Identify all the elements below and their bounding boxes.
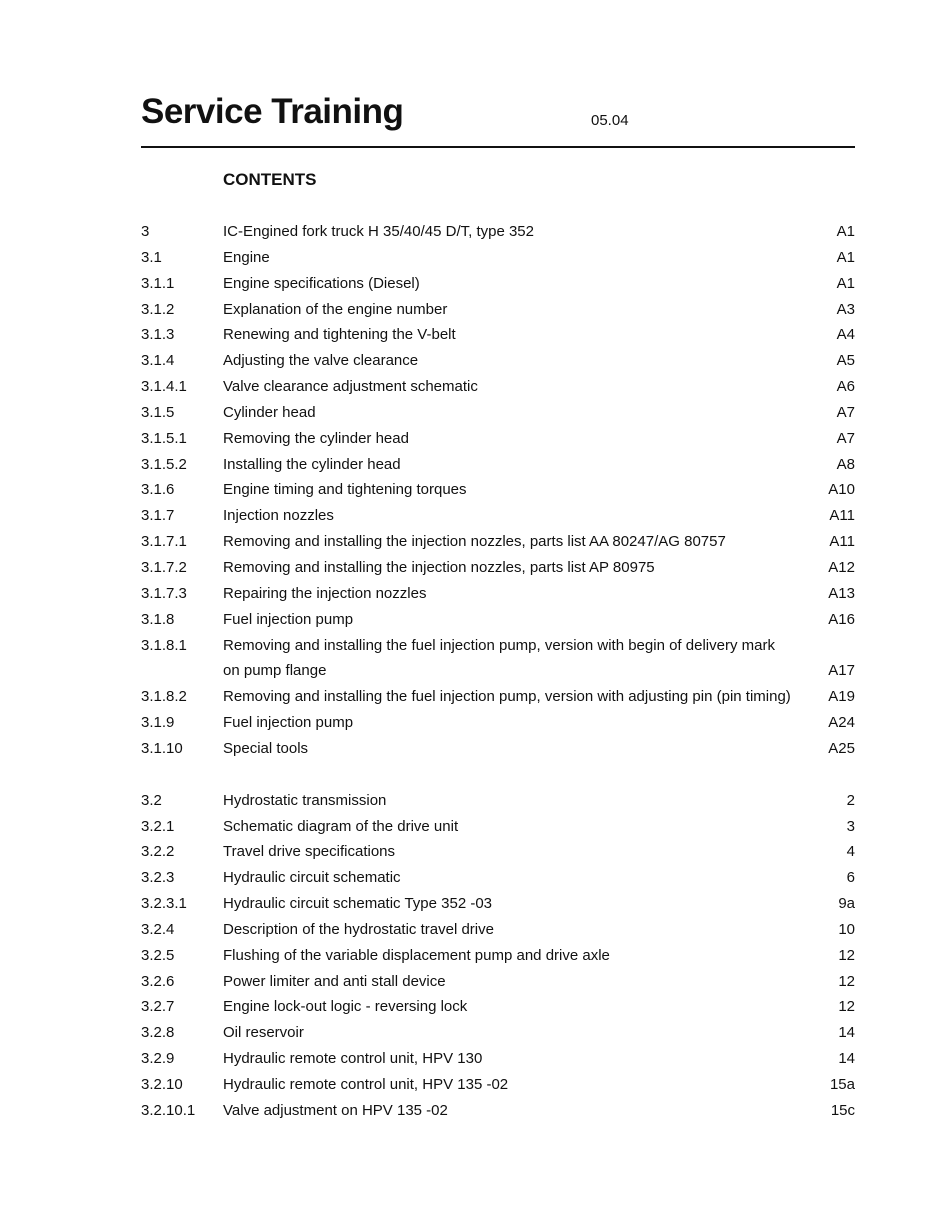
toc-entry-title: Adjusting the valve clearance — [223, 352, 419, 370]
toc-entry-number: 3.1.4 — [141, 352, 175, 370]
toc-entry-number: 3.1.7 — [141, 507, 175, 525]
toc-entry-number: 3.2.10 — [141, 1076, 183, 1093]
toc-entry-page: 3 — [846, 817, 855, 835]
toc-entry-number: 3.1.5.1 — [141, 429, 187, 447]
toc-entry-number: 3.1.4.1 — [141, 378, 187, 396]
toc-group-engine — [141, 219, 855, 762]
toc-entry-page: A6 — [836, 378, 855, 396]
toc-entry — [141, 297, 855, 323]
toc-entry-title: Valve adjustment on HPV 135 -02 — [223, 1101, 448, 1119]
toc-entry-title: on pump flange — [223, 662, 327, 680]
toc-entry — [141, 917, 855, 943]
toc-entry-page: A8 — [836, 455, 855, 473]
toc-entry — [141, 452, 855, 478]
toc-entry-number: 3.1.8 — [141, 610, 175, 628]
toc-entry-number: 3.1.5 — [141, 403, 175, 421]
toc-entry-title: Schematic diagram of the drive unit — [223, 817, 459, 835]
toc-entry-title: Removing and installing the injection nozzles, parts list AA 80247/AG 80757 — [223, 533, 726, 551]
toc-entry-title: Valve clearance adjustment schematic — [223, 378, 478, 396]
toc-entry-number: 3.1.9 — [141, 714, 175, 732]
toc-entry-number: 3.1.2 — [141, 300, 175, 318]
toc-entry-title: Removing and installing the injection nozzles, parts list AP 80975 — [223, 558, 655, 576]
toc-entry-number: 3.2.7 — [141, 998, 175, 1016]
edition-date: 05.04 — [591, 112, 629, 129]
toc-entry — [141, 271, 855, 297]
toc-entry-number: 3.2.10.1 — [141, 1101, 196, 1119]
toc-entry — [141, 1098, 855, 1124]
toc-entry-page: A5 — [836, 352, 855, 370]
toc-entry-page: 12 — [838, 998, 855, 1016]
toc-entry-title: Engine — [223, 248, 270, 266]
toc-entry-title: Engine specifications (Diesel) — [223, 274, 420, 292]
toc-entry-title: IC-Engined fork truck H 35/40/45 D/T, type 352 — [223, 223, 534, 240]
toc-entry-title: Removing and installing the fuel injection pump, version with adjusting pin (pin timing) — [223, 688, 791, 706]
toc-entry-number: 3.1.5.2 — [141, 455, 187, 473]
toc-entry — [141, 219, 855, 245]
toc-entry-page: 15c — [830, 1101, 855, 1119]
toc-entry-page: A11 — [829, 533, 855, 551]
toc-entry — [141, 1072, 855, 1098]
toc-entry — [141, 736, 855, 762]
toc-entry — [141, 865, 855, 891]
toc-entry-page: 6 — [846, 869, 855, 887]
toc-entry-number: 3.1.10 — [141, 739, 183, 757]
toc-entry-page: 14 — [838, 1050, 855, 1068]
toc-entry — [141, 477, 855, 503]
toc-entry-title: Renewing and tightening the V-belt — [223, 326, 456, 344]
toc-entry-page: A3 — [836, 300, 855, 318]
page-title: Service Training — [141, 92, 404, 131]
toc-entry-page: A10 — [828, 481, 855, 499]
toc-entry-page: A7 — [836, 403, 855, 421]
toc-entry-page: 14 — [838, 1024, 855, 1042]
toc-entry-page: A24 — [828, 714, 855, 732]
toc-entry-number: 3.2 — [141, 791, 162, 809]
toc-entry — [141, 710, 855, 736]
toc-entry-number: 3.1.6 — [141, 481, 175, 499]
toc-entry-page: A1 — [836, 248, 855, 266]
toc-entry-page: 10 — [838, 920, 855, 938]
toc-entry-page: A4 — [836, 326, 855, 344]
toc-entry-title: Hydraulic remote control unit, HPV 130 — [223, 1050, 483, 1068]
toc-entry-page: 4 — [846, 843, 855, 861]
toc-entry-number: 3 — [141, 223, 150, 240]
toc-entry — [141, 581, 855, 607]
toc-entry-number: 3.1 — [141, 248, 162, 266]
toc-entry-title: Hydrostatic transmission — [223, 791, 387, 809]
toc-entry-page: 2 — [846, 791, 855, 809]
toc-entry — [141, 529, 855, 555]
toc-entry — [141, 969, 855, 995]
toc-entry — [141, 814, 855, 840]
toc-entry-page: 12 — [838, 946, 855, 964]
toc-entry-title: Hydraulic circuit schematic Type 352 -03 — [223, 895, 493, 913]
toc-entry-title: Travel drive specifications — [223, 843, 396, 861]
toc-entry — [141, 633, 855, 659]
toc-entry-title: Installing the cylinder head — [223, 455, 401, 473]
toc-entry-number: 3.2.5 — [141, 946, 175, 964]
toc-entry-page: A11 — [829, 507, 855, 525]
toc-entry-number: 3.1.8.1 — [141, 636, 187, 654]
toc-entry — [141, 994, 855, 1020]
toc-entry-page: A7 — [836, 429, 855, 447]
toc-entry-page: A25 — [828, 739, 855, 757]
toc-group-transmission — [141, 788, 855, 1124]
toc-entry — [141, 555, 855, 581]
table-of-contents — [141, 219, 855, 1124]
toc-entry-title: Hydraulic circuit schematic — [223, 869, 401, 887]
group-spacer — [141, 762, 855, 788]
toc-entry-page: A16 — [828, 610, 855, 628]
toc-entry-page: 9a — [838, 895, 855, 913]
toc-entry-number: 3.1.7.2 — [141, 558, 187, 576]
toc-entry-title: Injection nozzles — [223, 507, 334, 525]
toc-entry — [141, 503, 855, 529]
toc-entry-title: Hydraulic remote control unit, HPV 135 -02 — [223, 1076, 509, 1093]
toc-entry-page: A19 — [828, 688, 855, 706]
toc-entry-number: 3.2.9 — [141, 1050, 175, 1068]
toc-entry — [141, 322, 855, 348]
toc-entry — [141, 1020, 855, 1046]
toc-entry-title: Fuel injection pump — [223, 610, 354, 628]
toc-entry-title: Removing and installing the fuel injection pump, version with begin of delivery mark — [223, 636, 775, 654]
toc-entry — [141, 943, 855, 969]
toc-entry-page: 12 — [838, 972, 855, 990]
toc-entry-number: 3.2.1 — [141, 817, 175, 835]
toc-entry-title: Special tools — [223, 739, 309, 757]
toc-entry-title: Engine timing and tightening torques — [223, 481, 467, 499]
header-divider — [141, 146, 855, 148]
toc-entry-page: A12 — [828, 558, 855, 576]
toc-entry-number: 3.2.6 — [141, 972, 175, 990]
toc-entry-number: 3.1.7.3 — [141, 584, 187, 602]
toc-entry — [141, 684, 855, 710]
toc-entry — [141, 374, 855, 400]
toc-entry — [141, 348, 855, 374]
toc-entry-page: A17 — [828, 662, 855, 680]
toc-entry-page: A1 — [836, 223, 855, 240]
toc-entry — [141, 658, 855, 684]
toc-entry-title: Flushing of the variable displacement pump and drive axle — [223, 946, 610, 964]
toc-entry-title: Cylinder head — [223, 403, 316, 421]
toc-entry-number: 3.2.3 — [141, 869, 175, 887]
toc-entry — [141, 788, 855, 814]
toc-entry — [141, 839, 855, 865]
toc-entry-number: 3.2.2 — [141, 843, 175, 861]
toc-entry — [141, 245, 855, 271]
toc-entry-number: 3.2.8 — [141, 1024, 175, 1042]
toc-entry-title: Description of the hydrostatic travel drive — [223, 920, 494, 938]
toc-entry-page: A1 — [836, 274, 855, 292]
toc-entry-title: Removing the cylinder head — [223, 429, 409, 447]
toc-entry — [141, 426, 855, 452]
contents-heading: CONTENTS — [223, 170, 317, 189]
toc-entry-title: Repairing the injection nozzles — [223, 584, 427, 602]
toc-entry — [141, 400, 855, 426]
toc-entry-title: Fuel injection pump — [223, 714, 354, 732]
toc-entry-page: A13 — [828, 584, 855, 602]
toc-entry-number: 3.2.4 — [141, 920, 175, 938]
toc-entry-number: 3.1.1 — [141, 274, 175, 292]
toc-entry-page: 15a — [829, 1076, 855, 1093]
toc-entry-number: 3.1.3 — [141, 326, 175, 344]
toc-entry-title: Oil reservoir — [223, 1024, 304, 1042]
toc-entry-title: Explanation of the engine number — [223, 300, 448, 318]
toc-entry-title: Engine lock-out logic - reversing lock — [223, 998, 468, 1016]
toc-entry-number: 3.2.3.1 — [141, 895, 187, 913]
toc-entry — [141, 607, 855, 633]
toc-entry-number: 3.1.7.1 — [141, 533, 187, 551]
toc-entry-title: Power limiter and anti stall device — [223, 972, 446, 990]
toc-entry-number: 3.1.8.2 — [141, 688, 187, 706]
toc-entry — [141, 1046, 855, 1072]
toc-entry — [141, 891, 855, 917]
